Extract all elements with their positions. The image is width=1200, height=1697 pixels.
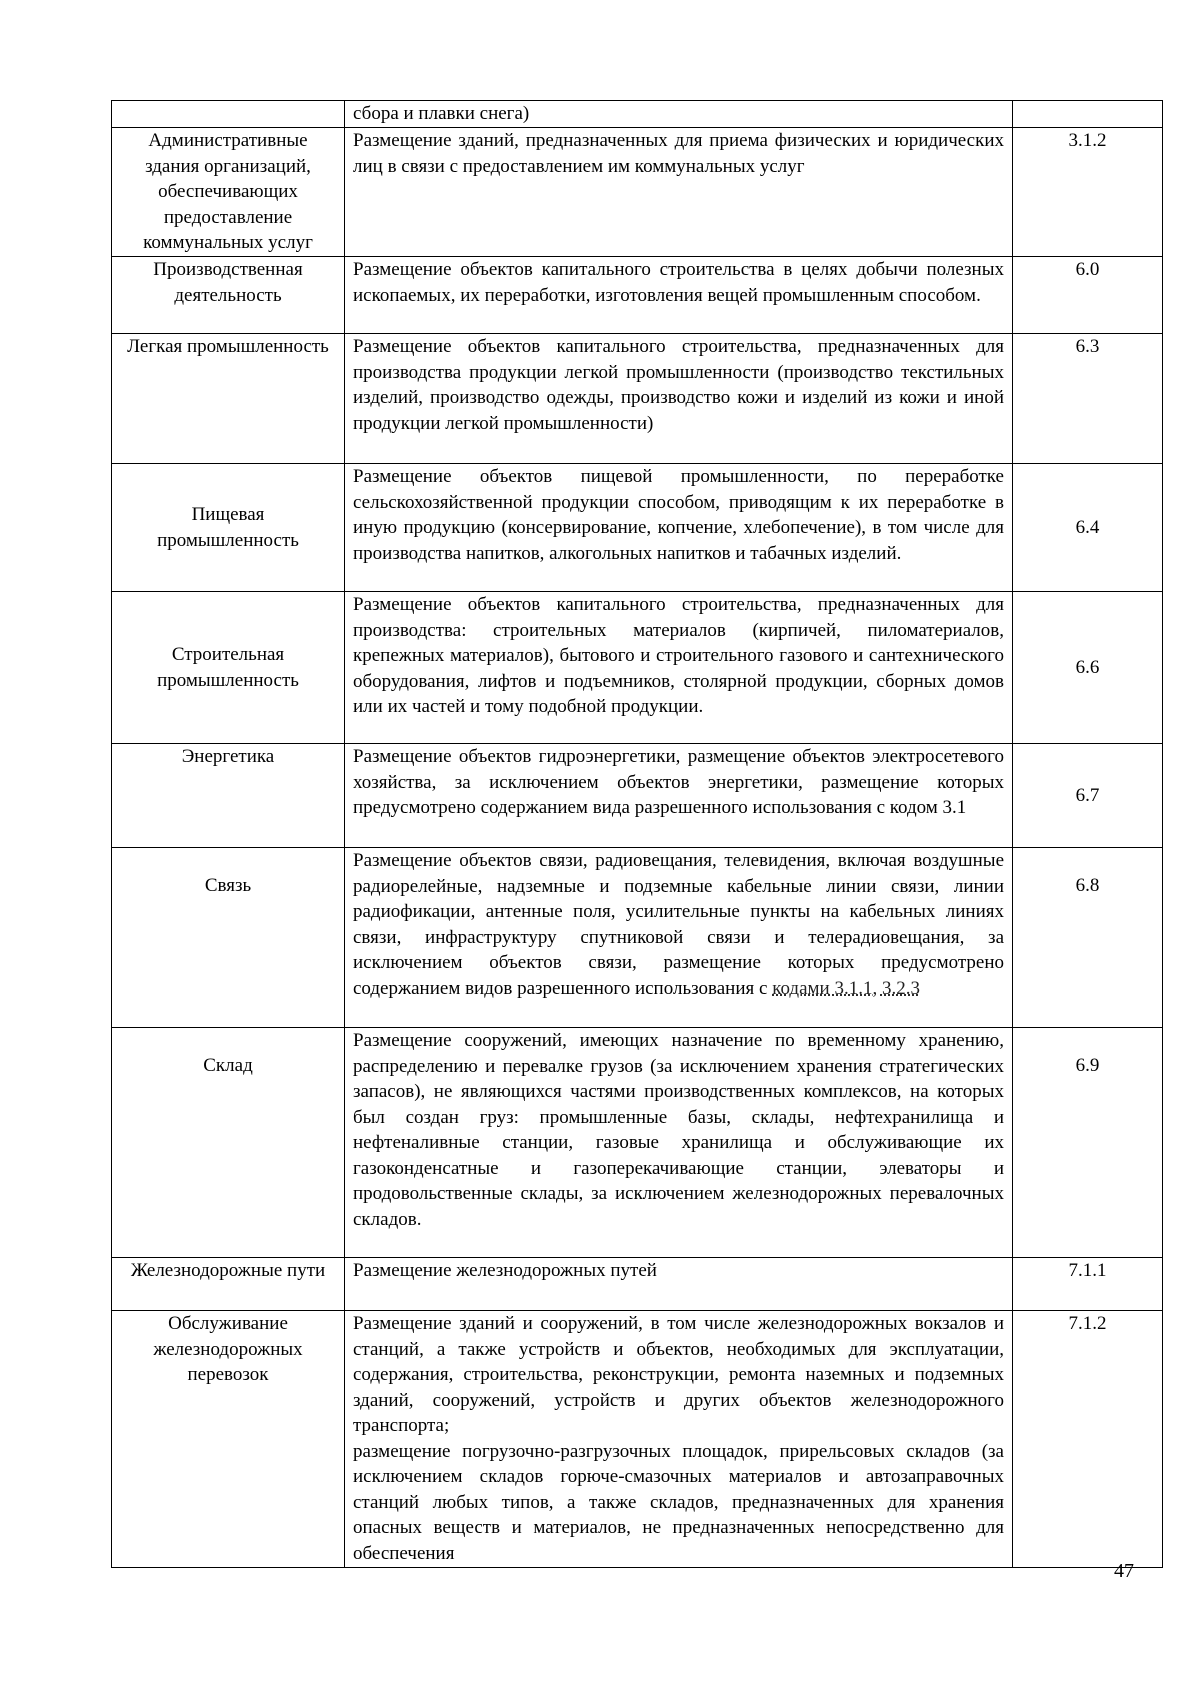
table-row [112,1311,1163,1568]
use-type-name: Связь [112,848,345,1028]
table-row [112,1258,1163,1311]
description-paragraph: Размещение объектов связи, радиовещания, телевидения, включая воздушные радиорелейные, надземные и подземные кабельные линии связи, линии радиофикации, антенные поля, усилительные пункты на кабельных линиях связи, инфраструктуру спутниковой связи и телерадиовещания, за исключением объектов связи, размещение которых предусмотрено содержанием видов разрешенного использования с [353,850,1004,999]
use-description [345,257,1013,334]
table-row [112,744,1163,848]
table-row [112,257,1163,334]
table-row [112,334,1163,464]
use-code: 7.1.2 [1013,1311,1163,1568]
use-code: 6.0 [1013,257,1163,334]
description-paragraph: размещение погрузочно-разгрузочных площадок, прирельсовых складов (за исключением складов горюче-смазочных материалов и автозаправочных станций любых типов, а также складов, предназначенных для хранения опасных веществ и материалов, не предназначенных непосредственно для обеспечения [353,1440,1004,1564]
use-description [345,744,1013,848]
description-paragraph: Размещение объектов пищевой промышленности, по переработке сельскохозяйственной продукции способом, приводящим к их переработке в иную продукцию (консервирование, копчение, хлебопечение), в том числе для производства напитков, алкогольных напитков и табачных изделий. [353,466,1004,564]
use-description [345,1258,1013,1311]
description-paragraph: Размещение зданий, предназначенных для приема физических и юридических лиц в связи с предоставлением им коммунальных услуг [353,130,1004,177]
description-paragraph: сбора и плавки снега) [353,103,530,124]
use-type-name: Производственная деятельность [112,257,345,334]
description-paragraph: Размещение объектов капитального строительства в целях добычи полезных ископаемых, их переработки, изготовления вещей промышленным способом. [353,259,1004,306]
use-type-name: Легкая промышленность [112,334,345,464]
use-description [345,592,1013,744]
table-row [112,1028,1163,1258]
use-code: 6.7 [1013,744,1163,848]
use-type-name: Строительная промышленность [112,592,345,744]
use-description [345,1311,1013,1568]
use-code: 3.1.2 [1013,128,1163,257]
use-code: 7.1.1 [1013,1258,1163,1311]
description-paragraph: Размещение объектов капитального строительства, предназначенных для производства: строительных материалов (кирпичей, пиломатериалов, крепежных материалов), бытового и строительного газового и сантехнического оборудования, лифтов и подъемников, столярной продукции, сборных домов или их частей и тому подобной продукции. [353,594,1004,717]
use-code: 6.3 [1013,334,1163,464]
table-row [112,848,1163,1028]
use-description [345,334,1013,464]
code-reference-link[interactable]: кодами 3.1.1, 3.2.3 [772,977,920,999]
description-paragraph: Размещение объектов гидроэнергетики, размещение объектов электросетевого хозяйства, за исключением объектов энергетики, размещение которых предусмотрено содержанием вида разрешенного использования с кодом 3.1 [353,746,1004,818]
use-code: 6.8 [1013,848,1163,1028]
use-description [345,848,1013,1028]
use-description [345,464,1013,592]
description-paragraph: Размещение зданий и сооружений, в том числе железнодорожных вокзалов и станций, а также устройств и объектов, необходимых для эксплуатации, содержания, строительства, реконструкции, ремонта наземных и подземных зданий, сооружений, устройств и других объектов железнодорожного транспорта; [353,1313,1004,1436]
use-code: 6.6 [1013,592,1163,744]
land-use-table [111,100,1163,1568]
use-description [345,1028,1013,1258]
table-row [112,101,1163,128]
use-type-name: Энергетика [112,744,345,848]
description-paragraph: Размещение объектов капитального строительства, предназначенных для производства продукции легкой промышленности (производство текстильных изделий, производство одежды, производство кожи и изделий из кожи и иной продукции легкой промышленности) [353,336,1004,434]
table-row [112,128,1163,257]
use-type-name: Административные здания организаций, обеспечивающих предоставление коммунальных услуг [112,128,345,257]
use-description [345,128,1013,257]
use-type-name [112,101,345,128]
use-code: 6.4 [1013,464,1163,592]
description-paragraph: Размещение сооружений, имеющих назначение по временному хранению, распределению и перевалке грузов (за исключением хранения стратегических запасов), не являющихся частями производственных комплексов, на которых был создан груз: промышленные базы, склады, нефтехранилища и нефтеналивные станции, газовые хранилища и обслуживающие их газоконденсатные и газоперекачивающие станции, элеваторы и продовольственные склады, за исключением железнодорожных перевалочных складов. [353,1030,1004,1230]
use-type-name: Пищевая промышленность [112,464,345,592]
use-description [345,101,1013,128]
use-type-name: Обслуживание железнодорожных перевозок [112,1311,345,1568]
use-type-name: Склад [112,1028,345,1258]
use-code: 6.9 [1013,1028,1163,1258]
use-type-name: Железнодорожные пути [112,1258,345,1311]
table-row [112,464,1163,592]
table-row [112,592,1163,744]
page-number: 47 [1114,1560,1134,1582]
use-code [1013,101,1163,128]
description-paragraph: Размещение железнодорожных путей [353,1260,657,1281]
